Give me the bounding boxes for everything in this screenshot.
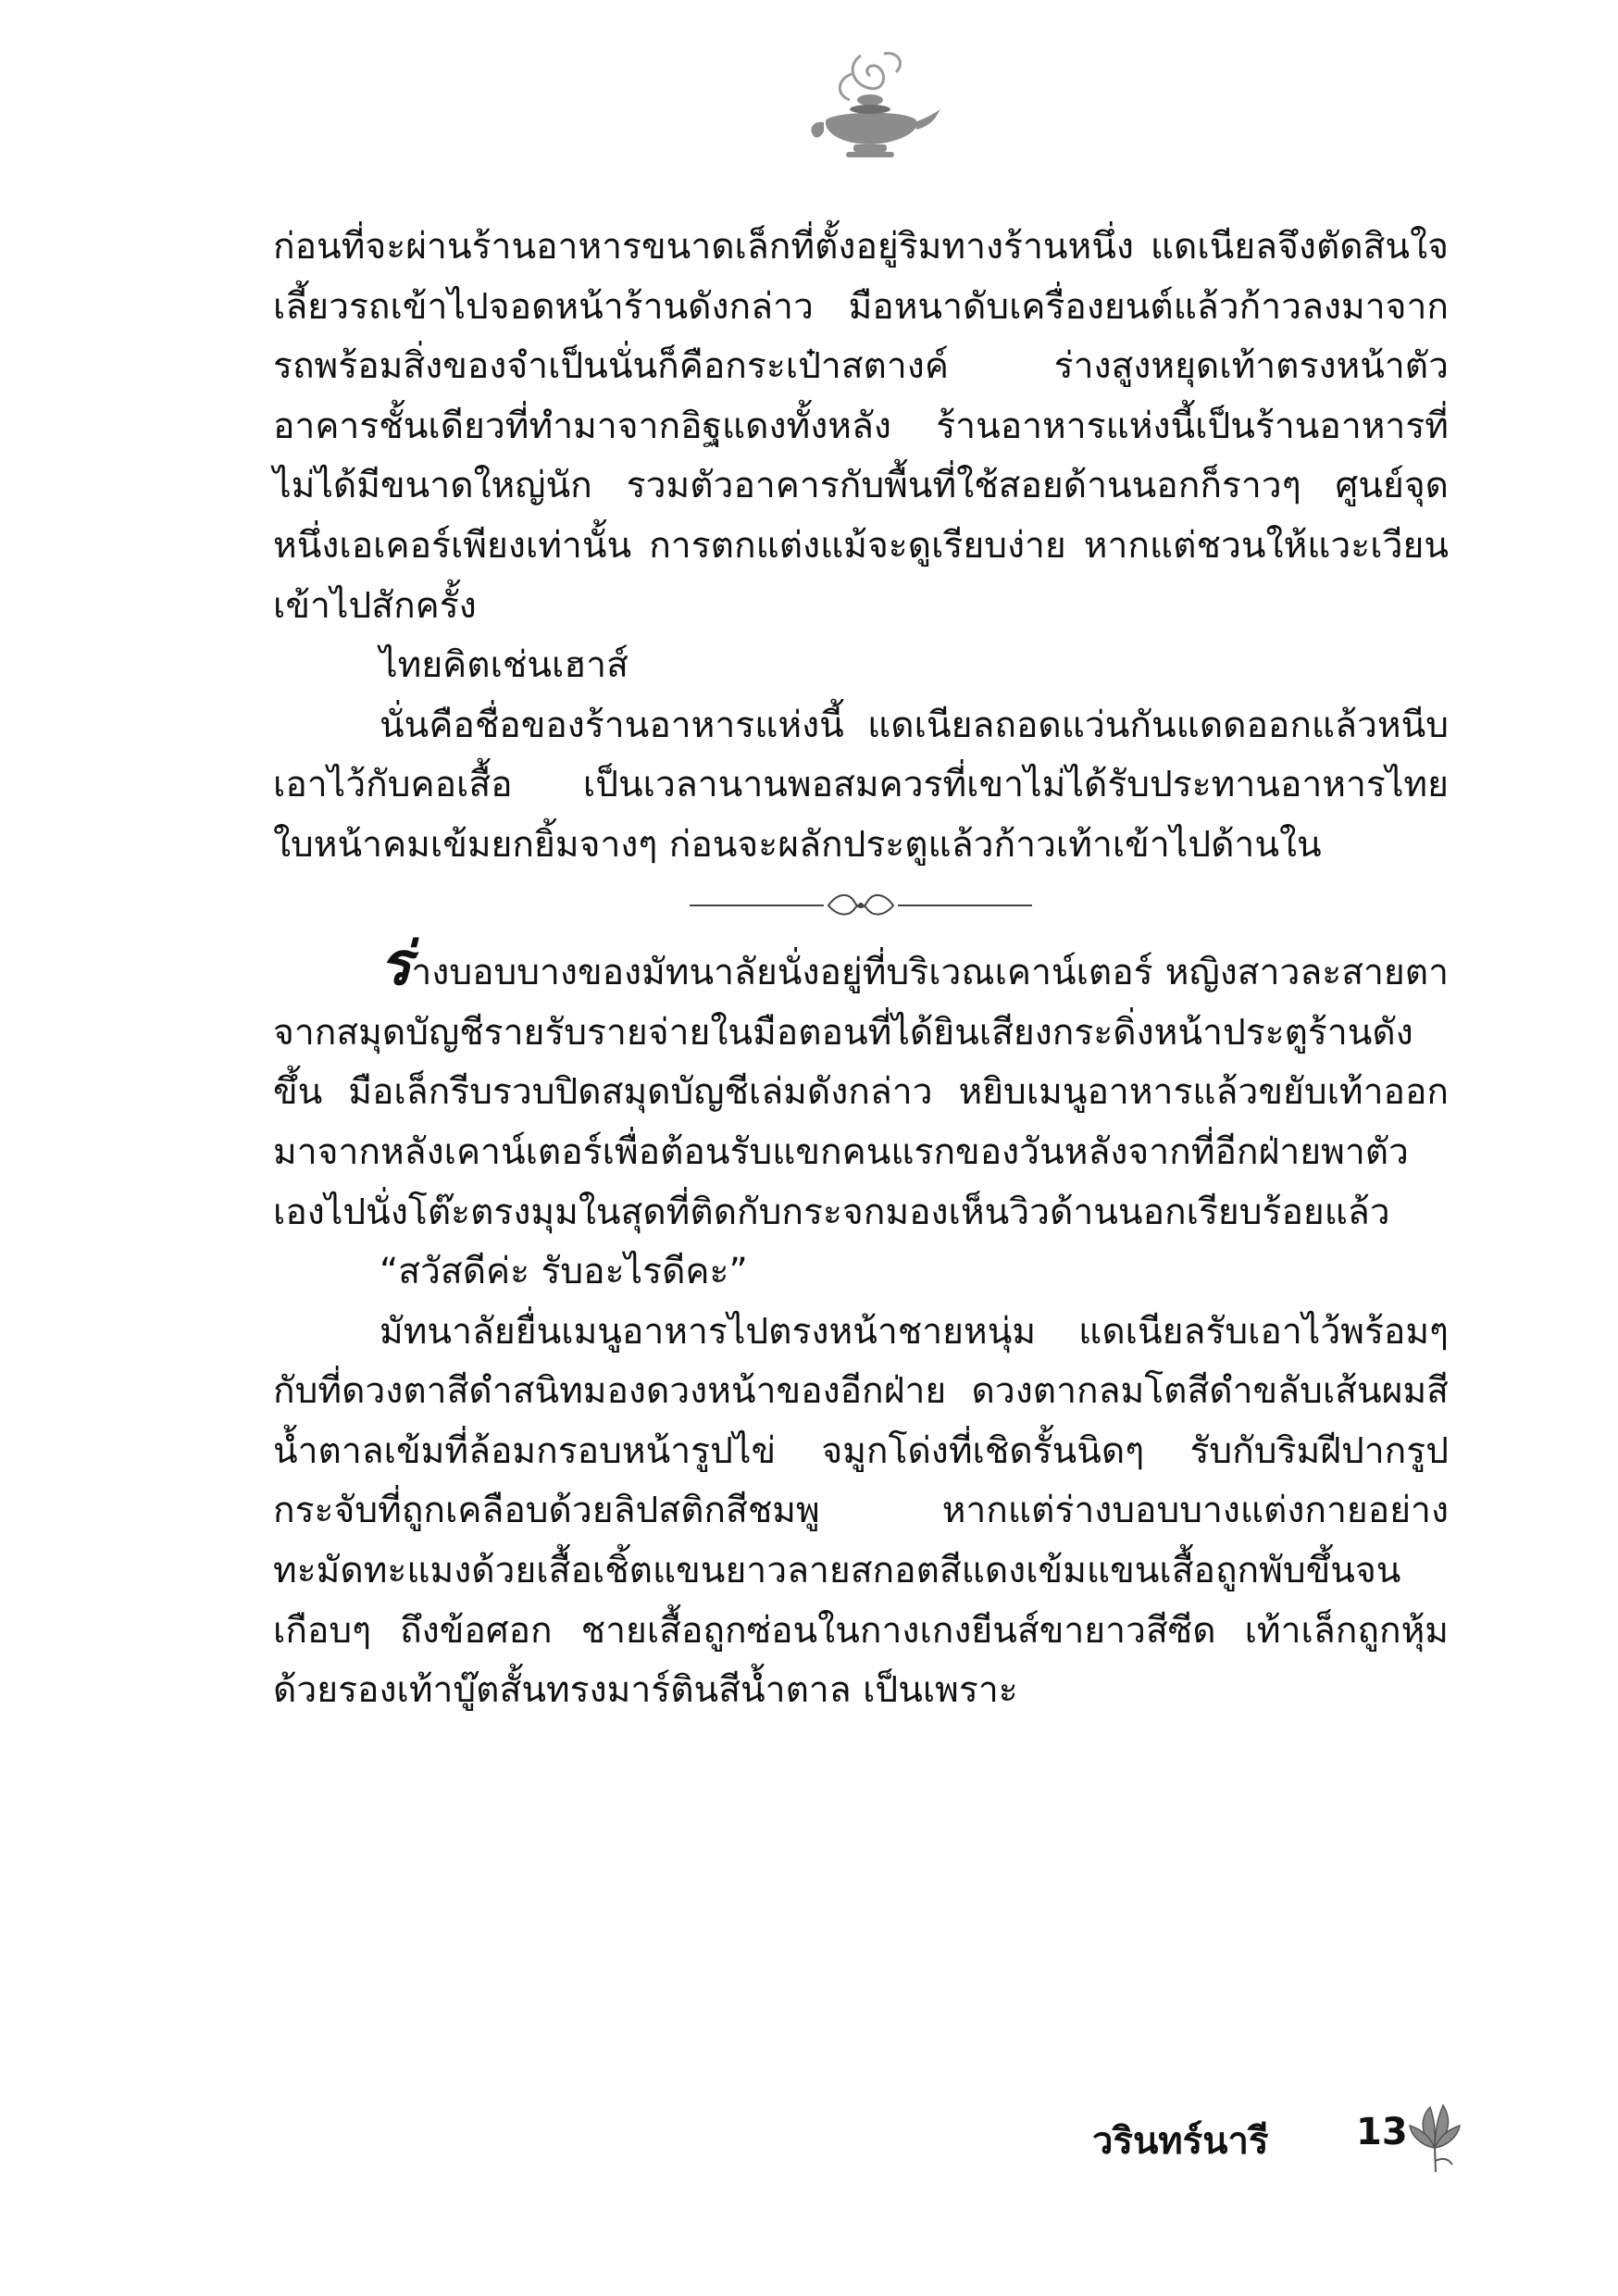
genie-lamp-icon (796, 46, 944, 167)
paragraph: นั่นคือชื่อของร้านอาหารแห่งนี้ แดเนียลถอดแว่นกันแดดออกแล้วหนีบเอาไว้กับคอเสื้อ เป็นเวลานานพอสมควรที่เขาไม่ได้รับประทานอาหารไทย ใบหน้าคมเข้มยกยิ้มจางๆ ก่อนจะผลักประตูแล้วก้าวเท้าเข้าไปด้านใน (273, 704, 1449, 866)
paragraph: ก่อนที่จะผ่านร้านอาหารขนาดเล็กที่ตั้งอยู่ริมทางร้านหนึ่ง แดเนียลจึงตัดสินใจเลี้ยวรถเข้าไปจอดหน้าร้านดังกล่าว มือหนาดับเครื่องยนต์แล้วก้าวลงมาจากรถพร้อมสิ่งของจำเป็นนั่นก็คือกระเป๋าสตางค์ ร่างสูงหยุดเท้าตรงหน้าตัวอาคารชั้นเดียวที่ทำมาจากอิฐแดงทั้งหลัง ร้านอาหารแห่งนี้เป็นร้านอาหารที่ไม่ได้มีขนาดใหญ่นัก รวมตัวอาคารกับพื้นที่ใช้สอยด้านนอกก็ราวๆ ศูนย์จุดหนึ่งเอเคอร์เพียงเท่านั้น การตกแต่งแม้จะดูเรียบง่าย หากแต่ชวนให้แวะเวียนเข้าไปสักครั้ง (273, 226, 1449, 627)
flower-icon (1402, 2100, 1467, 2174)
dialogue-line: “สวัสดีค่ะ รับอะไรดีคะ” (380, 1251, 748, 1293)
drop-cap: ร่ (380, 930, 412, 1000)
body-text (273, 218, 1449, 1721)
paragraph-text: างบอบบางของมัทนาลัยนั่งอยู่ที่บริเวณเคาน์เตอร์ หญิงสาวละสายตาจากสมุดบัญชีรายรับรายจ่ายในมือตอนที่ได้ยินเสียงกระดิ่งหน้าประตูร้านดังขึ้น มือเล็กรีบรวบปิดสมุดบัญชีเล่มดังกล่าว หยิบเมนูอาหารแล้วขยับเท้าออกมาจากหลังเคาน์เตอร์เพื่อต้อนรับแขกคนแรกของวันหลังจากที่อีกฝ่ายพาตัวเองไปนั่งโต๊ะตรงมุมในสุดที่ติดกับกระจกมองเห็นวิวด้านนอกเรียบร้อยแล้ว (273, 952, 1449, 1233)
section-divider (273, 876, 1449, 936)
book-title: วรินทร์นารี (1092, 2120, 1269, 2163)
section-opening-paragraph (273, 930, 1449, 1242)
page-number: 13 (1356, 2111, 1408, 2153)
paragraph: มัทนาลัยยื่นเมนูอาหารไปตรงหน้าชายหนุ่ม แดเนียลรับเอาไว้พร้อมๆ กับที่ดวงตาสีดำสนิทมองดวงหน้าของอีกฝ่าย ดวงตากลมโตสีดำขลับเส้นผมสีน้ำตาลเข้มที่ล้อมกรอบหน้ารูปไข่ จมูกโด่งที่เชิดรั้นนิดๆ รับกับริมฝีปากรูปกระจับที่ถูกเคลือบด้วยลิปสติกสีชมพู หากแต่ร่างบอบบางแต่งกายอย่างทะมัดทะแมงด้วยเสื้อเชิ้ตแขนยาวลายสกอตสีแดงเข้มแขนเสื้อถูกพับขึ้นจนเกือบๆ ถึงข้อศอก ชายเสื้อถูกซ่อนในกางเกงยีนส์ขายาวสีซีด เท้าเล็กถูกหุ้มด้วยรองเท้าบู๊ตสั้นทรงมาร์ตินสีน้ำตาล เป็นเพราะ (273, 1310, 1449, 1712)
page-footer (1092, 2100, 1481, 2174)
restaurant-name-line: ไทยคิตเช่นเฮาส์ (380, 644, 629, 687)
